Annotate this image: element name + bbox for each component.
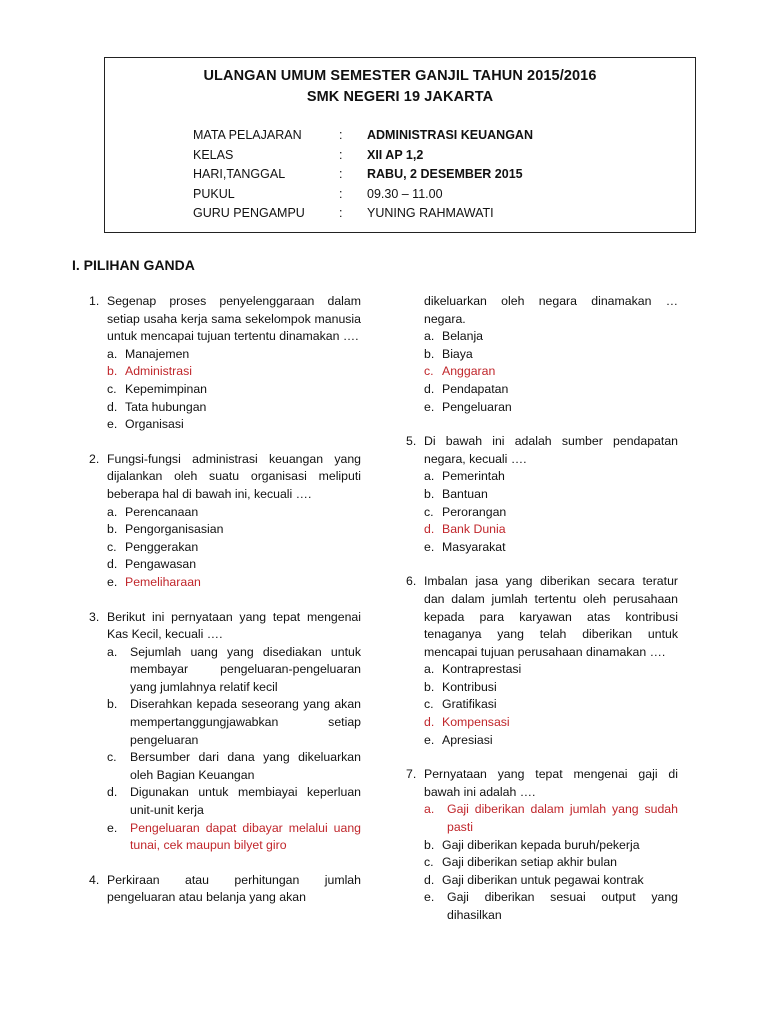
option-c [406, 854, 678, 872]
option-b [406, 679, 678, 697]
option-c [89, 749, 361, 784]
option-a [406, 661, 678, 679]
option-text: Pengeluaran dapat dibayar melalui uang tunai, cek maupun bilyet giro [130, 820, 361, 853]
option-text: Organisasi [125, 417, 184, 432]
option-d [89, 784, 361, 819]
question-text [89, 451, 361, 504]
section-title: I. PILIHAN GANDA [72, 257, 195, 273]
question-text [89, 609, 361, 644]
option-letter: b. [424, 837, 435, 852]
question-body: Di bawah ini adalah sumber pendapatan negara, kecuali …. [424, 434, 678, 466]
exam-header-box [104, 57, 696, 233]
option-e [406, 399, 678, 417]
option-text: Biaya [442, 346, 473, 361]
option-text: Anggaran [442, 364, 496, 379]
option-letter: e. [424, 539, 435, 554]
option-a [89, 644, 361, 697]
option-b [89, 521, 361, 539]
question-text [406, 573, 678, 661]
option-letter: a. [424, 469, 435, 484]
option-text: Bank Dunia [442, 522, 506, 537]
question-body: Berikut ini pernyataan yang tepat mengenai Kas Kecil, kecuali …. [107, 609, 361, 642]
option-d [406, 872, 678, 890]
option-b [89, 696, 361, 749]
option-letter: e. [424, 399, 435, 414]
option-text: Administrasi [125, 364, 192, 379]
info-label: MATA PELAJARAN [193, 128, 302, 142]
option-e [89, 416, 361, 434]
question-number: 5. [406, 434, 417, 449]
question-text [89, 872, 361, 907]
option-text: Gaji diberikan setiap akhir bulan [442, 855, 617, 870]
question-body: Imbalan jasa yang diberikan secara teratur dan dalam jumlah tertentu oleh perusahaan kepada para karyawan atas kontribusi tenaganya yang telah diberikan untuk mencapai tujuan perusahaan dinamakan …. [424, 574, 678, 659]
question-5 [406, 433, 678, 556]
option-text: Sejumlah uang yang disediakan untuk membayar pengeluaran-pengeluaran yang jumlahnya relatif kecil [130, 644, 361, 694]
option-a [406, 468, 678, 486]
option-text: Bantuan [442, 486, 488, 501]
question-4-continued [406, 293, 678, 416]
option-letter: c. [424, 504, 434, 519]
option-text: Kompensasi [442, 715, 510, 730]
question-text [406, 433, 678, 468]
option-letter: e. [107, 820, 118, 835]
option-letter: d. [107, 399, 118, 414]
option-d [89, 556, 361, 574]
option-text: Masyarakat [442, 539, 506, 554]
question-1 [89, 293, 361, 434]
question-7 [406, 766, 678, 924]
info-label: PUKUL [193, 186, 235, 201]
option-text: Diserahkan kepada seseorang yang akan mempertanggungjawabkan setiap pengeluaran [130, 697, 361, 747]
option-letter: a. [107, 644, 118, 659]
option-letter: d. [424, 715, 435, 730]
option-letter: e. [424, 732, 435, 747]
option-d-correct [406, 714, 678, 732]
option-a [89, 346, 361, 364]
question-continuation: dikeluarkan oleh negara dinamakan … negara. [424, 294, 678, 326]
option-letter: a. [424, 329, 435, 344]
option-letter: a. [107, 346, 118, 361]
option-text: Pemerintah [442, 469, 505, 484]
question-number: 7. [406, 767, 417, 782]
question-2 [89, 451, 361, 592]
question-3 [89, 609, 361, 855]
info-value: ADMINISTRASI KEUANGAN [367, 128, 533, 142]
option-d-correct [406, 521, 678, 539]
info-label: HARI,TANGGAL [193, 167, 286, 181]
option-text: Gratifikasi [442, 697, 497, 712]
option-text: Belanja [442, 329, 484, 344]
info-value: XII AP 1,2 [367, 147, 424, 162]
option-c [406, 696, 678, 714]
option-text: Perorangan [442, 504, 507, 519]
question-body: Pernyataan yang tepat mengenai gaji di bawah ini adalah …. [424, 767, 678, 799]
question-body: Segenap proses penyelenggaraan dalam setiap usaha kerja sama sekelompok manusia untuk mencapai tujuan tertentu dinamakan …. [107, 294, 361, 344]
exam-title: ULANGAN UMUM SEMESTER GANJIL TAHUN 2015/2016 [203, 68, 597, 84]
option-text: Tata hubungan [125, 399, 207, 414]
question-4 [89, 872, 361, 907]
option-letter: c. [107, 750, 117, 765]
option-letter: a. [107, 504, 118, 519]
info-colon: : [339, 128, 343, 142]
question-number: 4. [89, 872, 100, 887]
option-letter: b. [107, 364, 118, 379]
option-d [89, 399, 361, 417]
option-c-correct [406, 363, 678, 381]
option-letter: d. [424, 381, 435, 396]
option-d [406, 381, 678, 399]
option-letter: a. [424, 662, 435, 677]
left-column [89, 293, 361, 924]
option-e [406, 889, 678, 924]
option-letter: e. [107, 574, 118, 589]
option-letter: c. [424, 697, 434, 712]
question-body: Perkiraan atau perhitungan jumlah pengeluaran atau belanja yang akan [107, 872, 361, 905]
option-text: Apresiasi [442, 732, 493, 747]
option-b [406, 346, 678, 364]
question-number: 2. [89, 451, 100, 466]
option-letter: e. [107, 417, 118, 432]
info-value: YUNING RAHMAWATI [367, 206, 494, 220]
option-letter: d. [107, 557, 118, 572]
option-letter: b. [424, 486, 435, 501]
option-letter: d. [424, 522, 435, 537]
option-letter: d. [107, 785, 118, 800]
option-c [89, 539, 361, 557]
option-a [89, 504, 361, 522]
option-text: Pengeluaran [442, 399, 512, 414]
option-e-correct [89, 820, 361, 855]
option-letter: a. [424, 802, 435, 817]
option-text: Perencanaan [125, 504, 199, 519]
option-e-correct [89, 574, 361, 592]
option-e [406, 732, 678, 750]
option-b [406, 486, 678, 504]
option-text: Digunakan untuk membiayai keperluan unit-unit kerja [130, 785, 361, 818]
option-letter: c. [107, 539, 117, 554]
option-letter: b. [107, 697, 118, 712]
school-name: SMK NEGERI 19 JAKARTA [306, 89, 494, 105]
option-letter: b. [424, 679, 435, 694]
info-value: 09.30 – 11.00 [367, 186, 443, 201]
question-text [406, 766, 678, 801]
option-letter: e. [424, 890, 435, 905]
info-colon: : [339, 147, 343, 162]
option-text: Pengawasan [125, 557, 197, 572]
info-label: GURU PENGAMPU [193, 206, 305, 220]
option-letter: c. [107, 381, 117, 396]
option-letter: b. [424, 346, 435, 361]
option-text: Kepemimpinan [125, 381, 208, 396]
option-letter: d. [424, 872, 435, 887]
option-c [406, 504, 678, 522]
option-a-correct [406, 801, 678, 836]
option-text: Gaji diberikan kepada buruh/pekerja [442, 837, 640, 852]
right-column [406, 293, 678, 942]
info-label: KELAS [193, 147, 234, 162]
question-number: 3. [89, 609, 100, 624]
option-text: Manajemen [125, 346, 190, 361]
question-number: 6. [406, 574, 417, 589]
option-a [406, 328, 678, 346]
option-c [89, 381, 361, 399]
info-colon: : [339, 186, 343, 201]
option-text: Kontraprestasi [442, 662, 522, 677]
option-text: Pendapatan [442, 381, 509, 396]
option-letter: b. [107, 522, 118, 537]
question-number: 1. [89, 294, 100, 308]
question-6 [406, 573, 678, 749]
option-text: Pemeliharaan [125, 574, 201, 589]
question-text [89, 293, 361, 346]
info-value: RABU, 2 DESEMBER 2015 [367, 167, 523, 181]
option-text: Kontribusi [442, 679, 497, 694]
option-b [406, 837, 678, 855]
question-body: Fungsi-fungsi administrasi keuangan yang dijalankan oleh suatu organisasi meliputi beberapa hal di bawah ini, kecuali …. [107, 451, 361, 501]
option-text: Gaji diberikan sesuai output yang dihasilkan [447, 890, 678, 922]
info-colon: : [339, 167, 343, 181]
option-e [406, 539, 678, 557]
option-letter: c. [424, 855, 434, 870]
option-text: Penggerakan [125, 539, 199, 554]
option-b-correct [89, 363, 361, 381]
option-text: Bersumber dari dana yang dikeluarkan oleh Bagian Keuangan [130, 750, 361, 782]
info-colon: : [339, 206, 343, 220]
option-letter: c. [424, 364, 434, 379]
option-text: Gaji diberikan dalam jumlah yang sudah pasti [447, 802, 678, 835]
option-text: Pengorganisasian [125, 522, 224, 537]
option-text: Gaji diberikan untuk pegawai kontrak [442, 872, 644, 887]
